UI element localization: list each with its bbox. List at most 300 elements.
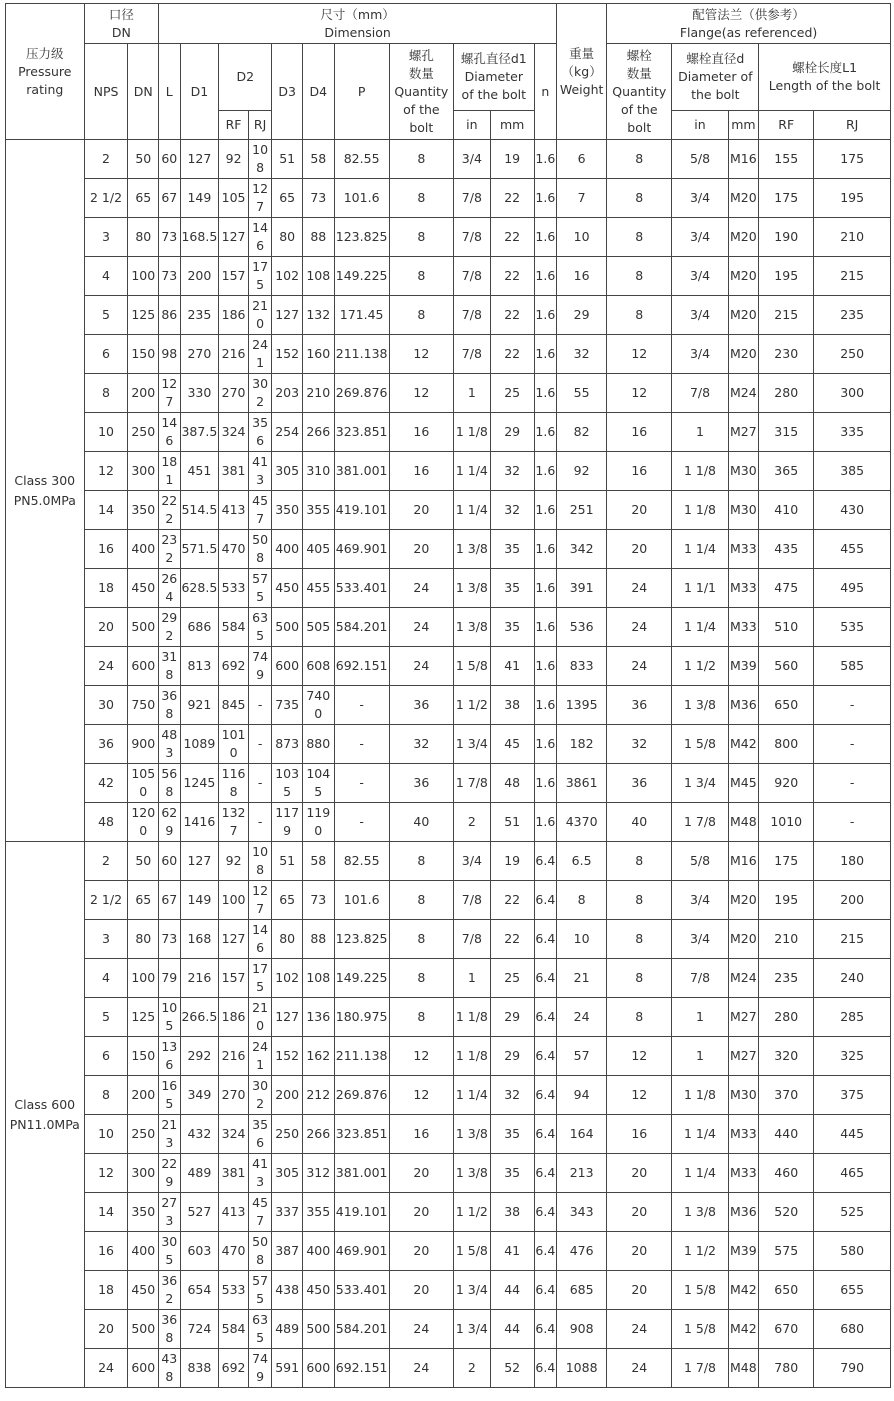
cell-n: 1.6: [534, 374, 557, 413]
cell-nps: 14: [84, 1193, 128, 1232]
cell-bolt-hole-qty: 40: [389, 803, 453, 842]
cell-weight: 16: [557, 257, 607, 296]
cell-d2-rf: 470: [219, 530, 249, 569]
cell-bolt-hole-dia-in: 1 3/4: [453, 1310, 490, 1349]
cell-p: 149.225: [334, 257, 389, 296]
table-row: [6, 335, 891, 374]
cell-flange-bolt-qty: 8: [607, 296, 672, 335]
cell-n: 1.6: [534, 257, 557, 296]
cell-dn: 150: [128, 335, 159, 374]
cell-d1: 266.5: [180, 998, 219, 1037]
cell-l: 79: [159, 959, 180, 998]
table-row: [6, 530, 891, 569]
cell-l: 181: [159, 452, 180, 491]
cell-weight: 476: [557, 1232, 607, 1271]
cell-dn: 500: [128, 608, 159, 647]
cell-d1: 1416: [180, 803, 219, 842]
cell-d1: 127: [180, 842, 219, 881]
cell-d2-rj: 413: [248, 452, 271, 491]
cell-bolt-length-rj: -: [814, 803, 891, 842]
cell-n: 1.6: [534, 179, 557, 218]
cell-flange-bolt-qty: 12: [607, 1037, 672, 1076]
cell-d2-rf: 157: [219, 959, 249, 998]
cell-bolt-hole-dia-in: 7/8: [453, 881, 490, 920]
cell-d2-rf: 100: [219, 881, 249, 920]
cell-d2-rj: 457: [248, 1193, 271, 1232]
cell-flange-bolt-dia-mm: M20: [728, 296, 759, 335]
cell-flange-bolt-dia-mm: M27: [728, 413, 759, 452]
cell-bolt-hole-dia-mm: 52: [490, 1349, 534, 1388]
cell-d4: 455: [302, 569, 334, 608]
cell-bolt-length-rj: 585: [814, 647, 891, 686]
cell-flange-bolt-dia-mm: M20: [728, 218, 759, 257]
cell-bolt-hole-dia-mm: 41: [490, 1232, 534, 1271]
header-d2-rj: RJ: [248, 111, 271, 140]
cell-d3: 600: [272, 647, 303, 686]
cell-bolt-hole-dia-in: 1 1/2: [453, 686, 490, 725]
cell-bolt-hole-dia-mm: 44: [490, 1310, 534, 1349]
cell-bolt-hole-dia-in: 7/8: [453, 920, 490, 959]
cell-d2-rf: 692: [219, 1349, 249, 1388]
cell-bolt-hole-qty: 32: [389, 725, 453, 764]
cell-bolt-length-rj: 465: [814, 1154, 891, 1193]
cell-bolt-length-rj: 655: [814, 1271, 891, 1310]
header-n: n: [534, 44, 557, 140]
cell-bolt-hole-dia-mm: 25: [490, 374, 534, 413]
cell-d1: 628.5: [180, 569, 219, 608]
cell-l: 368: [159, 686, 180, 725]
cell-flange-bolt-dia-in: 3/4: [672, 881, 728, 920]
cell-dn: 80: [128, 920, 159, 959]
cell-nps: 8: [84, 374, 128, 413]
cell-flange-bolt-dia-in: 3/4: [672, 179, 728, 218]
cell-n: 1.6: [534, 725, 557, 764]
table-row: [6, 374, 891, 413]
cell-l: 73: [159, 257, 180, 296]
cell-bolt-length-rf: 155: [759, 140, 814, 179]
table-row: [6, 452, 891, 491]
cell-d1: 724: [180, 1310, 219, 1349]
cell-d1: 527: [180, 1193, 219, 1232]
cell-d2-rj: -: [248, 803, 271, 842]
cell-flange-bolt-dia-in: 1 3/4: [672, 764, 728, 803]
cell-flange-bolt-dia-in: 1 5/8: [672, 1271, 728, 1310]
cell-weight: 4370: [557, 803, 607, 842]
cell-weight: 21: [557, 959, 607, 998]
cell-flange-bolt-dia-in: 1 1/4: [672, 608, 728, 647]
cell-nps: 24: [84, 647, 128, 686]
cell-bolt-length-rf: 370: [759, 1076, 814, 1115]
header-bolt-hole-qty: 螺孔 数量 Quantity of the bolt: [389, 44, 453, 140]
cell-dn: 100: [128, 257, 159, 296]
cell-bolt-hole-dia-in: 1 1/8: [453, 413, 490, 452]
cell-p: 692.151: [334, 647, 389, 686]
cell-flange-bolt-dia-in: 1: [672, 1037, 728, 1076]
cell-bolt-hole-dia-mm: 22: [490, 179, 534, 218]
cell-bolt-hole-dia-in: 1 3/8: [453, 530, 490, 569]
cell-bolt-hole-dia-in: 7/8: [453, 179, 490, 218]
table-row: [6, 842, 891, 881]
cell-d1: 149: [180, 881, 219, 920]
cell-d2-rj: 508: [248, 530, 271, 569]
cell-flange-bolt-qty: 16: [607, 452, 672, 491]
cell-l: 483: [159, 725, 180, 764]
cell-bolt-hole-dia-mm: 35: [490, 1154, 534, 1193]
cell-p: 101.6: [334, 179, 389, 218]
cell-nps: 24: [84, 1349, 128, 1388]
cell-bolt-length-rj: 210: [814, 218, 891, 257]
cell-bolt-length-rf: 210: [759, 920, 814, 959]
cell-bolt-hole-dia-in: 1 5/8: [453, 1232, 490, 1271]
cell-bolt-hole-dia-mm: 35: [490, 569, 534, 608]
cell-flange-bolt-dia-mm: M33: [728, 569, 759, 608]
header-dn: DN: [128, 44, 159, 140]
cell-bolt-length-rj: 385: [814, 452, 891, 491]
table-row: [6, 491, 891, 530]
cell-bolt-hole-dia-mm: 22: [490, 257, 534, 296]
cell-d2-rf: 584: [219, 608, 249, 647]
header-d-in: in: [672, 111, 728, 140]
cell-bolt-hole-qty: 12: [389, 335, 453, 374]
table-row: [6, 803, 891, 842]
cell-n: 6.4: [534, 881, 557, 920]
cell-d2-rf: 92: [219, 140, 249, 179]
cell-weight: 3861: [557, 764, 607, 803]
cell-flange-bolt-dia-mm: M20: [728, 335, 759, 374]
cell-nps: 4: [84, 257, 128, 296]
cell-d4: 312: [302, 1154, 334, 1193]
cell-d2-rj: 210: [248, 296, 271, 335]
cell-bolt-hole-qty: 24: [389, 1310, 453, 1349]
cell-weight: 391: [557, 569, 607, 608]
cell-bolt-length-rf: 280: [759, 998, 814, 1037]
cell-bolt-hole-dia-in: 2: [453, 1349, 490, 1388]
cell-flange-bolt-dia-in: 5/8: [672, 842, 728, 881]
cell-bolt-hole-dia-mm: 25: [490, 959, 534, 998]
cell-d1: 571.5: [180, 530, 219, 569]
cell-d1: 603: [180, 1232, 219, 1271]
cell-d2-rj: 457: [248, 491, 271, 530]
cell-d2-rf: 216: [219, 1037, 249, 1076]
cell-bolt-length-rf: 650: [759, 1271, 814, 1310]
cell-d3: 873: [272, 725, 303, 764]
cell-flange-bolt-dia-mm: M30: [728, 452, 759, 491]
cell-bolt-length-rf: 175: [759, 179, 814, 218]
cell-nps: 20: [84, 1310, 128, 1349]
cell-flange-bolt-dia-mm: M27: [728, 998, 759, 1037]
cell-d3: 152: [272, 335, 303, 374]
cell-bolt-hole-qty: 8: [389, 140, 453, 179]
cell-n: 1.6: [534, 140, 557, 179]
cell-bolt-hole-dia-in: 1 3/4: [453, 725, 490, 764]
cell-bolt-hole-dia-mm: 38: [490, 1193, 534, 1232]
flange-dimension-table-container: [5, 3, 891, 1395]
cell-d1: 292: [180, 1037, 219, 1076]
cell-flange-bolt-dia-in: 3/4: [672, 257, 728, 296]
header-flange-group: 配管法兰（供参考） Flange(as referenced): [607, 4, 891, 44]
cell-flange-bolt-qty: 36: [607, 764, 672, 803]
cell-bolt-hole-dia-mm: 35: [490, 1115, 534, 1154]
cell-n: 1.6: [534, 296, 557, 335]
cell-l: 73: [159, 920, 180, 959]
cell-flange-bolt-qty: 12: [607, 374, 672, 413]
cell-bolt-hole-qty: 8: [389, 179, 453, 218]
cell-d4: 1190: [302, 803, 334, 842]
cell-d4: 355: [302, 1193, 334, 1232]
cell-p: 584.201: [334, 1310, 389, 1349]
cell-flange-bolt-qty: 12: [607, 335, 672, 374]
cell-bolt-hole-dia-mm: 29: [490, 1037, 534, 1076]
cell-d2-rf: 92: [219, 842, 249, 881]
cell-n: 1.6: [534, 803, 557, 842]
cell-l: 127: [159, 374, 180, 413]
cell-flange-bolt-dia-in: 1 3/8: [672, 686, 728, 725]
cell-d2-rj: 146: [248, 218, 271, 257]
cell-bolt-hole-qty: 24: [389, 569, 453, 608]
cell-bolt-length-rf: 230: [759, 335, 814, 374]
cell-bolt-length-rj: -: [814, 764, 891, 803]
cell-bolt-length-rf: 195: [759, 881, 814, 920]
table-row: [6, 1115, 891, 1154]
cell-flange-bolt-dia-mm: M16: [728, 140, 759, 179]
cell-bolt-hole-qty: 20: [389, 1193, 453, 1232]
cell-d2-rj: 575: [248, 1271, 271, 1310]
cell-bolt-hole-qty: 8: [389, 998, 453, 1037]
cell-d3: 152: [272, 1037, 303, 1076]
cell-d2-rf: 584: [219, 1310, 249, 1349]
cell-n: 1.6: [534, 335, 557, 374]
cell-d4: 400: [302, 1232, 334, 1271]
header-bolt-hole-dia: 螺孔直径d1 Diameter of the bolt: [453, 44, 534, 111]
cell-flange-bolt-dia-mm: M27: [728, 1037, 759, 1076]
cell-d4: 73: [302, 881, 334, 920]
cell-p: 180.975: [334, 998, 389, 1037]
cell-dn: 500: [128, 1310, 159, 1349]
cell-flange-bolt-dia-mm: M30: [728, 1076, 759, 1115]
cell-flange-bolt-qty: 8: [607, 179, 672, 218]
cell-bolt-length-rj: 325: [814, 1037, 891, 1076]
table-row: [6, 959, 891, 998]
cell-d3: 254: [272, 413, 303, 452]
cell-weight: 343: [557, 1193, 607, 1232]
cell-dn: 750: [128, 686, 159, 725]
cell-bolt-hole-dia-in: 7/8: [453, 296, 490, 335]
cell-n: 6.4: [534, 1154, 557, 1193]
cell-nps: 10: [84, 413, 128, 452]
cell-d1: 168.5: [180, 218, 219, 257]
table-row: [6, 1037, 891, 1076]
cell-bolt-hole-dia-in: 1 1/8: [453, 1037, 490, 1076]
header-nps: NPS: [84, 44, 128, 140]
cell-d3: 65: [272, 881, 303, 920]
cell-bolt-hole-qty: 8: [389, 296, 453, 335]
cell-l: 67: [159, 179, 180, 218]
table-row: [6, 686, 891, 725]
cell-d3: 1035: [272, 764, 303, 803]
cell-d2-rf: 105: [219, 179, 249, 218]
cell-n: 1.6: [534, 569, 557, 608]
cell-bolt-hole-dia-mm: 32: [490, 1076, 534, 1115]
cell-d2-rj: 575: [248, 569, 271, 608]
cell-d2-rf: 324: [219, 413, 249, 452]
cell-d2-rf: 270: [219, 1076, 249, 1115]
header-d1-in: in: [453, 111, 490, 140]
cell-d2-rj: 127: [248, 881, 271, 920]
cell-d2-rf: 381: [219, 452, 249, 491]
cell-weight: 29: [557, 296, 607, 335]
cell-bolt-hole-dia-mm: 44: [490, 1271, 534, 1310]
cell-bolt-length-rf: 195: [759, 257, 814, 296]
cell-nps: 8: [84, 1076, 128, 1115]
cell-flange-bolt-dia-mm: M33: [728, 1115, 759, 1154]
cell-flange-bolt-dia-mm: M20: [728, 881, 759, 920]
cell-nps: 2: [84, 842, 128, 881]
cell-bolt-hole-qty: 36: [389, 686, 453, 725]
cell-d1: 838: [180, 1349, 219, 1388]
header-d-mm: mm: [728, 111, 759, 140]
cell-bolt-length-rf: 920: [759, 764, 814, 803]
cell-flange-bolt-qty: 40: [607, 803, 672, 842]
cell-p: 82.55: [334, 140, 389, 179]
cell-p: 419.101: [334, 1193, 389, 1232]
cell-weight: 82: [557, 413, 607, 452]
cell-flange-bolt-qty: 24: [607, 1310, 672, 1349]
cell-d1: 1089: [180, 725, 219, 764]
cell-n: 6.4: [534, 1271, 557, 1310]
cell-d2-rj: 146: [248, 920, 271, 959]
cell-bolt-hole-dia-in: 1 1/4: [453, 491, 490, 530]
cell-bolt-hole-qty: 20: [389, 1154, 453, 1193]
cell-bolt-length-rf: 410: [759, 491, 814, 530]
cell-d4: 608: [302, 647, 334, 686]
cell-n: 1.6: [534, 647, 557, 686]
cell-bolt-hole-dia-mm: 51: [490, 803, 534, 842]
cell-bolt-hole-qty: 36: [389, 764, 453, 803]
cell-dn: 300: [128, 452, 159, 491]
cell-n: 6.4: [534, 1232, 557, 1271]
cell-d3: 500: [272, 608, 303, 647]
cell-flange-bolt-dia-in: 1 1/8: [672, 1076, 728, 1115]
cell-bolt-hole-dia-in: 1 1/2: [453, 1193, 490, 1232]
table-row: [6, 1310, 891, 1349]
cell-bolt-length-rj: 580: [814, 1232, 891, 1271]
cell-d1: 813: [180, 647, 219, 686]
cell-bolt-hole-dia-mm: 35: [490, 608, 534, 647]
header-d2: D2: [219, 44, 272, 111]
cell-d4: 210: [302, 374, 334, 413]
cell-dn: 250: [128, 413, 159, 452]
cell-d2-rf: 270: [219, 374, 249, 413]
cell-p: -: [334, 803, 389, 842]
cell-weight: 342: [557, 530, 607, 569]
cell-p: 533.401: [334, 569, 389, 608]
cell-d2-rf: 216: [219, 335, 249, 374]
cell-l: 146: [159, 413, 180, 452]
cell-d1: 921: [180, 686, 219, 725]
cell-n: 6.4: [534, 1310, 557, 1349]
cell-bolt-length-rf: 435: [759, 530, 814, 569]
cell-d2-rj: -: [248, 686, 271, 725]
cell-d3: 350: [272, 491, 303, 530]
cell-d3: 438: [272, 1271, 303, 1310]
table-row: [6, 413, 891, 452]
cell-dn: 50: [128, 842, 159, 881]
cell-flange-bolt-qty: 8: [607, 920, 672, 959]
cell-dn: 50: [128, 140, 159, 179]
cell-bolt-hole-dia-mm: 22: [490, 335, 534, 374]
table-row: [6, 140, 891, 179]
cell-d2-rj: 749: [248, 647, 271, 686]
cell-bolt-length-rf: 780: [759, 1349, 814, 1388]
cell-nps: 12: [84, 452, 128, 491]
cell-d4: 58: [302, 842, 334, 881]
cell-flange-bolt-dia-mm: M39: [728, 1232, 759, 1271]
cell-flange-bolt-qty: 20: [607, 1154, 672, 1193]
cell-weight: 833: [557, 647, 607, 686]
cell-dn: 200: [128, 374, 159, 413]
cell-d1: 168: [180, 920, 219, 959]
cell-nps: 18: [84, 569, 128, 608]
cell-bolt-length-rj: 175: [814, 140, 891, 179]
cell-flange-bolt-dia-mm: M48: [728, 803, 759, 842]
cell-nps: 16: [84, 530, 128, 569]
cell-d2-rj: 175: [248, 257, 271, 296]
table-row: [6, 608, 891, 647]
cell-d2-rf: 127: [219, 218, 249, 257]
cell-bolt-length-rf: 1010: [759, 803, 814, 842]
cell-l: 229: [159, 1154, 180, 1193]
cell-nps: 30: [84, 686, 128, 725]
cell-weight: 92: [557, 452, 607, 491]
cell-n: 6.4: [534, 1115, 557, 1154]
cell-bolt-length-rj: 375: [814, 1076, 891, 1115]
cell-bolt-length-rf: 475: [759, 569, 814, 608]
cell-d3: 127: [272, 998, 303, 1037]
cell-flange-bolt-dia-mm: M33: [728, 608, 759, 647]
cell-n: 6.4: [534, 998, 557, 1037]
cell-bolt-hole-qty: 20: [389, 530, 453, 569]
table-row: [6, 998, 891, 1037]
cell-bolt-hole-qty: 20: [389, 1271, 453, 1310]
table-row: [6, 1076, 891, 1115]
cell-bolt-hole-dia-mm: 32: [490, 491, 534, 530]
cell-d1: 270: [180, 335, 219, 374]
cell-bolt-length-rj: 285: [814, 998, 891, 1037]
cell-nps: 14: [84, 491, 128, 530]
cell-flange-bolt-dia-mm: M24: [728, 959, 759, 998]
cell-bolt-hole-dia-in: 1 3/8: [453, 1154, 490, 1193]
cell-l: 232: [159, 530, 180, 569]
cell-dn: 65: [128, 179, 159, 218]
header-p: P: [334, 44, 389, 140]
cell-bolt-hole-dia-in: 1: [453, 959, 490, 998]
cell-dn: 200: [128, 1076, 159, 1115]
cell-d2-rj: 356: [248, 1115, 271, 1154]
cell-flange-bolt-qty: 32: [607, 725, 672, 764]
cell-l: 136: [159, 1037, 180, 1076]
cell-bolt-hole-qty: 16: [389, 1115, 453, 1154]
cell-d2-rj: 108: [248, 842, 271, 881]
cell-l: 98: [159, 335, 180, 374]
cell-bolt-hole-qty: 8: [389, 881, 453, 920]
cell-weight: 55: [557, 374, 607, 413]
cell-bolt-hole-dia-mm: 38: [490, 686, 534, 725]
cell-l: 318: [159, 647, 180, 686]
cell-bolt-length-rj: 180: [814, 842, 891, 881]
cell-d2-rf: 186: [219, 998, 249, 1037]
flange-dimension-table: [5, 3, 891, 1388]
cell-d4: 1045: [302, 764, 334, 803]
